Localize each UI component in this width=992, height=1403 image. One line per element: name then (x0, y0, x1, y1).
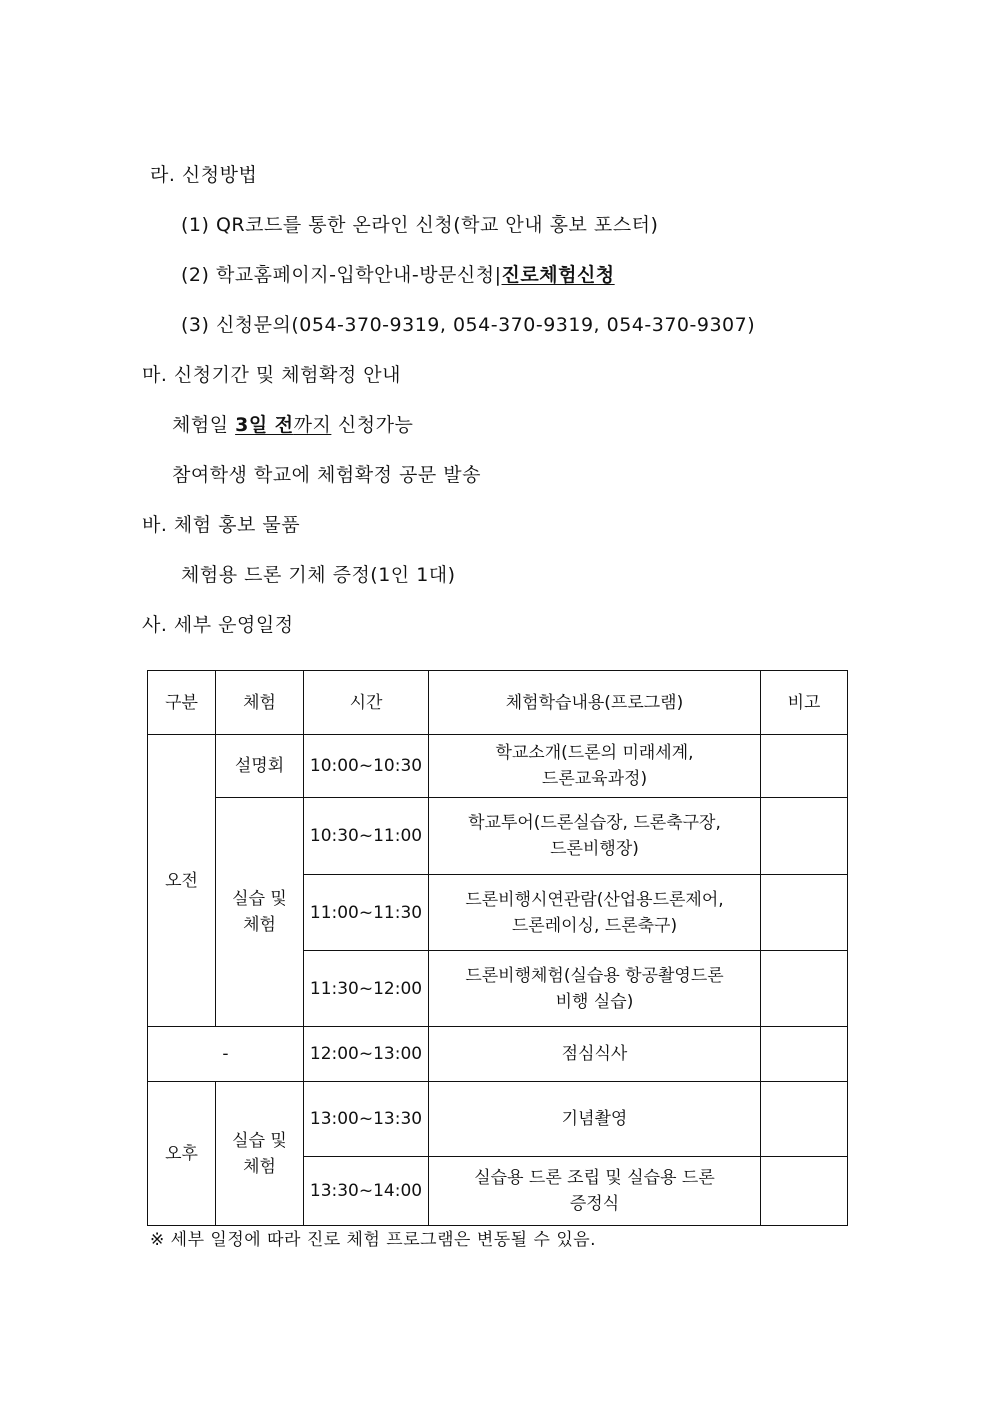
remarks-cell (761, 1157, 848, 1226)
header-experience: 체험 (216, 671, 304, 735)
program-line: 학교투어(드론실습장, 드론축구장, (468, 813, 721, 833)
experience-practice (216, 1082, 304, 1226)
table-row (148, 1027, 848, 1082)
program-line: 드론레이싱, 드론축구) (511, 915, 678, 936)
section-sa-heading: 사. 세부 운영일정 (142, 614, 294, 636)
remarks-cell (761, 798, 848, 875)
program-cell (429, 1157, 761, 1226)
time-cell: 11:30~12:00 (304, 951, 429, 1027)
program-line: 실습용 드론 조립 및 실습용 드론 (474, 1168, 715, 1188)
section-ra-item-3: (3) 신청문의(054-370-9319, 054-370-9319, 054-370-9307) (181, 314, 756, 336)
program-line: 비행 실습) (555, 991, 634, 1012)
section-ma-line-1-suffix: 신청가능 (331, 414, 414, 436)
application-link[interactable]: 진로체험신청 (501, 264, 615, 286)
period-afternoon: 오후 (148, 1082, 216, 1226)
practice-line: 실습 및 (232, 889, 287, 909)
experience-practice (216, 798, 304, 1027)
program-cell (429, 875, 761, 951)
practice-line: 실습 및 (232, 1130, 287, 1151)
section-ra-heading: 라. 신청방법 (150, 164, 258, 186)
practice-line: 체험 (243, 915, 276, 935)
program-line: 드론교육과정) (541, 769, 648, 789)
program-line: 학교소개(드론의 미래세계, (495, 743, 694, 763)
time-cell: 13:00~13:30 (304, 1082, 429, 1157)
header-program: 체험학습내용(프로그램) (429, 671, 761, 735)
deadline-until: 까지 (293, 414, 332, 436)
deadline-days: 3일 전 (235, 414, 294, 436)
program-cell (429, 798, 761, 875)
time-cell: 10:30~11:00 (304, 798, 429, 875)
header-time: 시간 (304, 671, 429, 735)
practice-line: 체험 (243, 1156, 276, 1177)
experience-briefing: 설명회 (216, 735, 304, 798)
program-line: 드론비행장) (550, 839, 639, 859)
section-ma-line-1 (172, 412, 413, 438)
table-row (148, 735, 848, 798)
lunch-dash: - (148, 1027, 304, 1082)
time-cell: 10:00~10:30 (304, 735, 429, 798)
section-ra-item-1: (1) QR코드를 통한 온라인 신청(학교 안내 홍보 포스터) (181, 214, 659, 236)
remarks-cell (761, 875, 848, 951)
time-cell: 13:30~14:00 (304, 1157, 429, 1226)
table-header-row (148, 671, 848, 735)
program-cell (429, 735, 761, 798)
footnote: ※ 세부 일정에 따라 진로 체험 프로그램은 변동될 수 있음. (150, 1230, 597, 1250)
period-morning: 오전 (148, 735, 216, 1027)
program-cell: 점심식사 (429, 1027, 761, 1082)
section-ma-line-1-prefix: 체험일 (172, 414, 236, 436)
section-ba-heading: 바. 체험 홍보 물품 (142, 514, 301, 536)
remarks-cell (761, 1027, 848, 1082)
section-ra-item-2 (181, 262, 615, 288)
header-category: 구분 (148, 671, 216, 735)
remarks-cell (761, 735, 848, 798)
schedule-table (147, 670, 848, 1226)
program-line: 증정식 (569, 1194, 620, 1214)
header-remarks: 비고 (761, 671, 848, 735)
section-ma-heading: 마. 신청기간 및 체험확정 안내 (142, 364, 401, 386)
program-line: 드론비행시연관람(산업용드론제어, (465, 889, 724, 910)
table-row (148, 798, 848, 875)
section-ba-line-1: 체험용 드론 기체 증정(1인 1대) (181, 564, 456, 586)
section-ma-line-2: 참여학생 학교에 체험확정 공문 발송 (172, 464, 481, 486)
program-cell: 기념촬영 (429, 1082, 761, 1157)
table-row (148, 1082, 848, 1157)
time-cell: 12:00~13:00 (304, 1027, 429, 1082)
program-line: 드론비행체험(실습용 항공촬영드론 (465, 965, 724, 986)
remarks-cell (761, 1082, 848, 1157)
time-cell: 11:00~11:30 (304, 875, 429, 951)
program-cell (429, 951, 761, 1027)
section-ra-item-2-prefix: (2) 학교홈페이지-입학안내-방문신청| (181, 264, 502, 286)
remarks-cell (761, 951, 848, 1027)
